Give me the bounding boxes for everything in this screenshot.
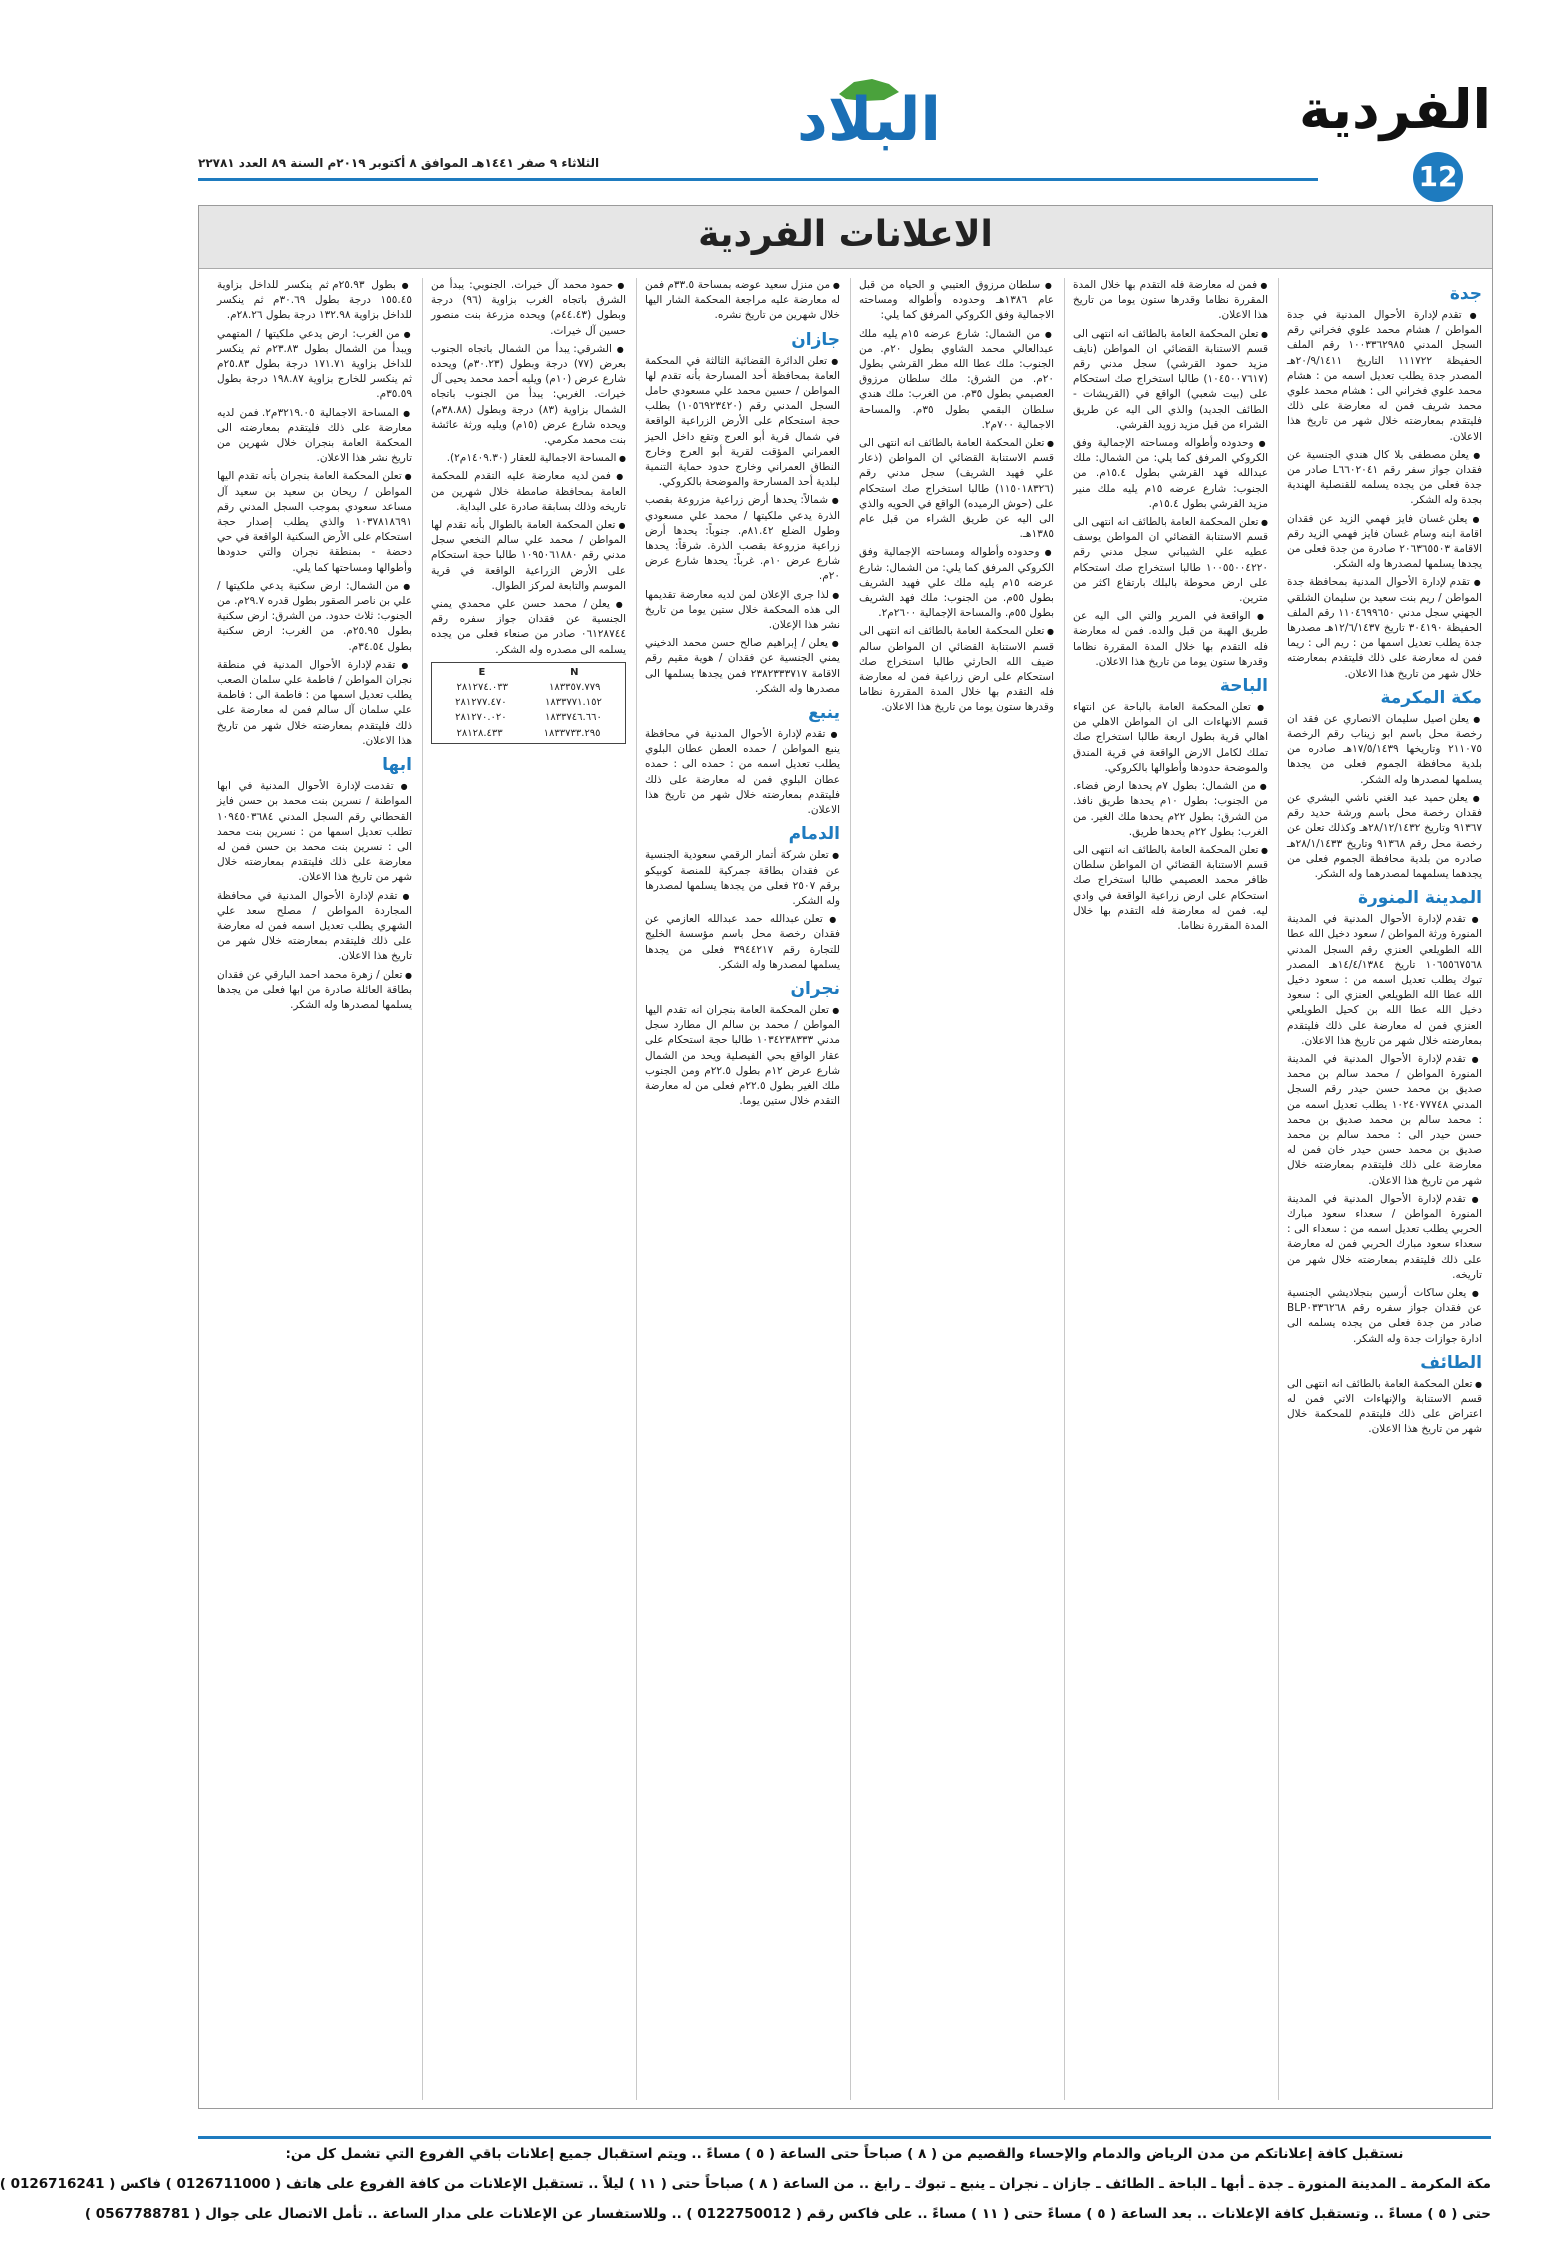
classified-ad: ● شمالاً: يحدها أرض زراعية مزروعة بقصب الذرة يدعي ملكيتها / محمد علي مسعودي وطول الضلع ٨١.٤٢م. جنوباً: يحدها أرض زراعية مزروعة بقصب الذرة. شرقاً: يحدها شارع عرض ١٠م. غرباً: يحدها شارع عرض ٢٠م. xyxy=(645,493,840,584)
logo-text: البلاد xyxy=(797,85,941,155)
coordinates-cell: ١٨٣٣٥٧.٧٧٩ xyxy=(548,682,601,694)
classified-ad: ● تعلن المحكمة العامة بالطائف انه انتهى الى قسم الاستنابة القضائي ان المواطن يوسف عطيه علي الشيباني سجل مدني رقم ١٠٠٥٥٠٠٤٢٢٠ طالبا استخراج صك استحكام على ارض محوطة بالبلك بارتفاع اكثر من مترين. xyxy=(1073,515,1268,606)
classified-ad: ● تعلن المحكمة العامة بالباحة عن انتهاء قسم الانهاءات الى ان المواطن الاهلي من اهالي قرية بطول اربعة طالبا استخراج صك تملك لكامل الارض الواقعة في قرية المندق والموضحة حدودها وأطوالها بالكروكي. xyxy=(1073,700,1268,776)
classified-ad: ● يعلن ساكات أرسين بنجلاديشي الجنسية عن فقدان جواز سفره رقم BLP٠٣٣٦٢٦٨ صادر من جدة فعلى من يجده يسلمه الى ادارة جوازات جدة وله الشكر. xyxy=(1287,1286,1482,1347)
classified-ad: ● المساحة الاجمالية للعقار (١٤٠٩.٣٠م٢). xyxy=(431,451,626,466)
classifieds-title: الاعلانات الفردية xyxy=(698,214,993,255)
classifieds-banner xyxy=(199,206,1492,269)
classified-column xyxy=(1278,278,1482,2100)
masthead xyxy=(134,0,1555,193)
classified-column xyxy=(1064,278,1268,2100)
classified-ad: ● بطول ٢٥.٩٣م ثم ينكسر للداخل بزاوية ١٥٥.٤٥ درجة بطول ٣٠.٦٩م ثم ينكسر للداخل بزاوية ١٣٢.٩٨ درجة بطول ٢٨.٢٦م. xyxy=(217,278,412,324)
coordinates-cell: ٢٨١٢٧٧.٤٧٠ xyxy=(455,697,507,709)
classified-ad: ● من الشمال: بطول ٧م يحدها ارض فضاء. من الجنوب: بطول ١٠م يحدها طريق نافذ. من الشرق: بطول ٢٢م يحدها ملك الغير. من الغرب: بطول ٢٢م يحدها طريق. xyxy=(1073,779,1268,840)
city-heading: الطائف xyxy=(1420,1352,1482,1373)
classified-ad: ● وحدوده وأطواله ومساحته الإجمالية وفق الكروكي المرفق كما يلي: من الشمال: ملك عبدالله فهد القرشي بطول ١٥.٤م. من الجنوب: شارع عرضه ١٥م يليه ملك منير مزيد القرشي بطول ١٥.٤م. xyxy=(1073,436,1268,512)
classified-ad: ● تعلن / زهرة محمد احمد البارقي عن فقدان بطاقة العائلة صادرة من ابها فعلى من يجدها يسلمها لمصدرها وله الشكر. xyxy=(217,968,412,1014)
coordinates-cell: ٢٨١٢٧٤.٠٣٣ xyxy=(456,682,509,694)
city-heading: جدة xyxy=(1449,284,1482,304)
city-heading: نجران xyxy=(790,978,840,999)
city-heading: المدينة المنورة xyxy=(1357,888,1482,909)
coordinates-header xyxy=(436,665,621,680)
classified-ad: ● تقدم لإدارة الأحوال المدنية بمحافظة جدة المواطن / ريم بنت سعيد بن سليمان الشلقي الجهني سجل مدني ١١٠٤٦٩٩٦٥٠ رقم الملف الحفيظة ٣٠٤١٩٠ تاريخ ١٢/٦/١٤٣٧هـ مصدرها جدة يطلب تعديل اسمها من : ريم الى : ريما فمن له معارضة على ذلك فليتقدم بمعارضته خلال شهر من تاريخ هذا الاعلان. xyxy=(1287,575,1482,681)
classified-ad: ● من الشمال: شارع عرضه ١٥م يليه ملك عبدالعالي محمد الشاوي بطول ٢٠م. من الجنوب: ملك عطا الله مطر القرشي بطول ٢٠م. من الشرق: ملك سلطان مرزوق العصيمي بطول ٣٥م. من الغرب: ملك هندي سلطان البقمي بطول ٣٥م. والمساحة الاجمالية ٧٠٠م٢. xyxy=(859,327,1054,433)
classified-ad: ● حمود محمد آل خيرات. الجنوبي: يبدأ من الشرق باتجاه الغرب بزاوية (٩٦) درجة وبطول (٤٤.٤٣م) ويحده مزرعة بنت منصور حسين آل خيرات. xyxy=(431,278,626,339)
classified-ad: ● من منزل سعيد عوضه بمساحة ٣٣.٥م فمن له معارضة عليه مراجعة المحكمة الشار اليها خلال شهرين من تاريخ نشره. xyxy=(645,278,840,324)
classified-ad: ● تعلن المحكمة العامة بنجران بأنه تقدم اليها المواطن / ريحان بن سعيد بن سعيد آل مساعد سعودي بموجب السجل المدني رقم ١٠٣٧٨١٨٦٩١ والذي يطلب إصدار حجة استحكام على الأرض السكنية الواقعة في حي دحضة - بمنطقة نجران والتي حدودها وأطوالها ومساحتها كما يلي. xyxy=(217,469,412,575)
classified-ad: ● يعلن / إبراهيم صالح حسن محمد الدخيني يمني الجنسية عن فقدان / هوية مقيم رقم الاقامة ٢٣٨٢٣٣٣٧١٧ فمن يجدها يسلمها الى مصدرها وله الشكر. xyxy=(645,636,840,697)
footer-contact xyxy=(0,2136,1491,2235)
classified-ad: ● تقدم لإدارة الأحوال المدنية في منطقة نجران المواطن / فاطمة علي سلمان الصعب يطلب تعديل اسمها من : فاطمة الى : فاطمة علي سلمان آل سالم فمن له معارضة على ذلك فليتقدم بمعارضته خلال شهر من تاريخ هذا الاعلان. xyxy=(217,658,412,749)
classified-ad: ● تقدم لإدارة الأحوال المدنية في المدينة المنورة المواطن / سعداء سعود مبارك الحربي يطلب تعديل اسمه من : سعداء الى : سعداء سعود مبارك الحربي فمن له معارضة على ذلك فليتقدم بمعارضته خلال شهر من تاريخه. xyxy=(1287,1192,1482,1283)
classified-ad: ● يعلن مصطفى بلا كال هندي الجنسية عن فقدان جواز سفر رقم L٦٦٠٢٠٤١ صادر من جدة فعلى من يجده يسلمه للقنصلية الهندية بجدة وله الشكر. xyxy=(1287,448,1482,509)
footer-line: حتى ( ٥ ) مساءً .. وتستقبل كافة الإعلانات .. بعد الساعة ( ٥ ) مساءً حتى ( ١١ ) مساءً .. على فاكس رقم ( 0122750012 ) .. وللاستفسار عن الإعلانات على مدار الساعة .. تأمل الاتصال على جوال ( 0567788781 ) xyxy=(84,2206,1491,2222)
classified-ad: ● تقدم لإدارة الأحوال المدنية في المدينة المنورة ورثة المواطن / سعود دخيل الله عطا الله الطويلعي العنزي رقم السجل المدني ١٠٦٥٥٦٧٥٦٨ تاريخ ١٤/٤/١٣٨٤هـ المصدر تبوك يطلب تعديل اسمه من : سعود دخيل الله عطا الله الطويلعي العنزي الى : سعود دخيل الله عطا الله بن كحيل الطويلعي العنزي فمن له معارضة على ذلك فليتقدم بمعارضته خلال شهر من تاريخ هذا الاعلان. xyxy=(1287,912,1482,1049)
classified-ad: ● من الغرب: ارض يدعي ملكيتها / المتهمي ويبدأ من الشمال بطول ٢٣.٨٣م ثم ينكسر للداخل بزاوية ١٧١.٧١ درجة بطول ٢٥.٨٣م ثم ينكسر للخارج بزاوية ١٩٨.٨٧ درجة بطول ٣٥.٥٩م. xyxy=(217,327,412,403)
classified-ad: ● تقدم لإدارة الأحوال المدنية في المدينة المنورة المواطن / محمد سالم بن محمد صديق بن محمد حسن حيدر رقم السجل المدني ١٠٢٤٠٧٧٧٤٨ يطلب تعديل اسمه من : محمد سالم بن محمد صديق بن محمد حسن حيدر الى : محمد سالم بن محمد صديق بن محمد حسن حيدر خان فمن له معارضة على ذلك فليتقدم بمعارضته خلال شهر من تاريخ هذا الاعلان. xyxy=(1287,1052,1482,1189)
classified-ad: ● يعلن / محمد حسن علي محمدي يمني الجنسية عن فقدان جواز سفره رقم ٠٦١٢٨٧٤٤ صادر من صنعاء فعلى من يجده يسلمه الى مصدره وله الشكر. xyxy=(431,597,626,658)
coordinates-table xyxy=(431,662,626,744)
coordinates-cell: ١٨٣٣٧٣٣.٢٩٥ xyxy=(543,727,601,739)
classified-ad: ● تعلن المحكمة العامة بالطوال بأنه تقدم لها المواطن / محمد علي سالم النخعي سجل مدني رقم ١٠٩٥٠٦١٨٨٠ طالبا حجة استحكام على الأرض الزراعية الواقعة في قرية الموسم والتابعة لمركز الطوال. xyxy=(431,518,626,594)
classified-column xyxy=(850,278,1054,2100)
city-heading: مكة المكرمة xyxy=(1380,687,1482,708)
classified-ad: ● فمن له معارضة فله التقدم بها خلال المدة المقررة نظاما وقدرها ستون يوما من تاريخ هذا الاعلان. xyxy=(1073,278,1268,324)
coordinates-cell: ٢٨١٢٧٠.٠٢٠ xyxy=(455,712,507,724)
classifieds-frame xyxy=(198,205,1493,2109)
city-heading: ابها xyxy=(382,755,412,776)
classified-ad: ● من الشمال: ارض سكنية يدعي ملكيتها / علي بن ناصر الصقور بطول قدره ٢٩.٧م. من الجنوب: ثلاث حدود. من الشرق: ارض سكنية بطول ٢٥.٩٥م. من الغرب: ارض سكنية بطول ٣٤.٥٤م. xyxy=(217,579,412,655)
classified-column xyxy=(209,278,412,2100)
classified-ad: ● يعلن غسان فايز فهمي الزيد عن فقدان اقامة ابنه وسام غسان فايز فهمي الزيد رقم الاقامة ٢٠٦٣٦٥٥٠٣ صادرة من جدة فعلى من يجدها يسلمها لمصدرها وله الشكر. xyxy=(1287,512,1482,573)
columns-container xyxy=(209,278,1482,2100)
page-number-badge: 12 xyxy=(1413,152,1463,202)
city-heading: جازان xyxy=(791,329,840,350)
classified-ad: ● يعلن حميد عبد الغني ناشي البشري عن فقدان رخصة محل باسم ورشة حديد رقم ٩١٣٦٧ وتاريخ ٢٨/١٢/١٤٣٢هـ وكذلك تعلن عن رخصة محل رقم ٩١٣٦٨ وتاريخ ٢٨/١/١٤٣٣هـ صادره من بلدية محافظة الجموم فعلى من يجدهما يسلمهما لمصدرهما وله الشكر. xyxy=(1287,791,1482,882)
coordinates-row xyxy=(436,695,621,710)
coordinates-cell: ١٨٣٣٧٧١.١٥٢ xyxy=(544,697,602,709)
city-heading: الباحة xyxy=(1219,676,1268,697)
classified-ad: ● وحدوده وأطواله ومساحته الإجمالية وفق الكروكي المرفق كما يلي: من الشمال: شارع عرضه ١٥م يليه ملك علي فهيد الشريف بطول ٥٥م. من الجنوب: ملك فهد الشريف بطول ٥٥م. والمساحة الإجمالية ٢٦٠٠م٢. xyxy=(859,545,1054,621)
classified-ad: ● تقدم لإدارة الأحوال المدنية في محافظة ينبع المواطن / حمده العطن عطان البلوي يطلب تعديل اسمه من : حمده الى : حمده عطان البلوي فمن له معارضة على ذلك فليتقدم بمعارضته خلال شهر من تاريخ هذا الاعلان. xyxy=(645,727,840,818)
footer-line: نستقبل كافة إعلاناتكم من مدن الرياض والدمام والإحساء والقصيم من ( ٨ ) صباحاً حتى الساعة ( ٥ ) مساءً .. ويتم استقبال جميع إعلانات باقي الفروع التي تشمل كل من: xyxy=(285,2146,1404,2162)
coordinates-cell: ١٨٣٣٧٤٦.٦٦٠ xyxy=(544,712,602,724)
classified-column xyxy=(636,278,840,2100)
classified-ad: ● تعلن عبدالله حمد عبدالله العازمي عن فقدان رخصة محل باسم مؤسسة الخليج للتجارة رقم ٣٩٤٤٢١٧ فعلى من يجدها يسلمها لمصدرها وله الشكر. xyxy=(645,912,840,973)
classified-ad: ● تقدم لإدارة الأحوال المدنية في جدة المواطن / هشام محمد علوي فخراني رقم السجل المدني ١٠٠٣٣٦٢٩٨٥ رقم الملف الحفيظة ١١١٧٢٢ التاريخ ٢٠/٩/١٤١١هـ المصدر جدة يطلب تعديل اسمه من : هشام محمد علوي فخراني الى : هشام محمد علوي محمد شريف فمن له معارضة على ذلك فليتقدم بمعارضته خلال شهر من تاريخ هذا الاعلان. xyxy=(1287,308,1482,445)
classified-ad: ● المساحة الاجمالية ٣٢١٩.٠٥م٢. فمن لديه معارضة على ذلك فليتقدم بمعارضته الى المحكمة العامة بنجران خلال شهرين من تاريخ نشر هذا الاعلان. xyxy=(217,406,412,467)
classified-column xyxy=(422,278,626,2100)
classified-ad: ● تعلن المحكمة العامة بالطائف انه انتهى الى قسم الاستنابة القضائي ان المواطن سالم ضيف الله الحارثي طالبا استخراج صك استحكام على ارض زراعية فمن له معارضة فله التقدم بها خلال المدة المقررة نظاما وقدرها ستون يوما من تاريخ هذا الاعلان. xyxy=(859,624,1054,715)
classified-ad: ● لذا جرى الإعلان لمن لديه معارضة تقديمها الى هذه المحكمة خلال ستين يوما من تاريخ نشر هذا الإعلان. xyxy=(645,588,840,634)
section-title: الفردية xyxy=(1299,78,1491,141)
footer-line: مكة المكرمة ـ المدينة المنورة ـ جدة ـ أبها ـ الباحة ـ الطائف ـ جازان ـ نجران ـ ينبع ـ تبوك ـ رابغ .. من الساعة ( ٨ ) صباحاً حتى ( ١١ ) ليلاً .. تستقبل الإعلانات من كافة الفروع على هاتف ( 0126711000 ) فاكس ( 0126716241 ) xyxy=(0,2176,1491,2192)
classified-ad: ● تعلن شركة أتمار الرقمي سعودية الجنسية عن فقدان بطاقة جمركية للمنصة كوبيكو برقم ٢٥٠٧ فعلى من يجدها يسلمها لمصدرها وله الشكر. xyxy=(645,848,840,909)
classified-ad: ● الواقعة في المرير والتي الى اليه عن طريق الهبة من قبل والده. فمن له معارضة فله التقدم بها خلال المدة المقررة نظاما وقدرها ستون يوما من تاريخ هذا الاعلان. xyxy=(1073,609,1268,670)
newspaper-logo xyxy=(794,80,944,160)
classified-ad: ● الشرقي: يبدأ من الشمال باتجاه الجنوب بعرض (٧٧) درجة وبطول (٣٠.٢٣م) ويحده شارع عرض (١٠م) ويليه أحمد محمد يحيى آل خيرات. الغربي: يبدأ من الجنوب باتجاه الشمال بزاوية (٨٣) درجة وبطول (٣٨.٨٨م) ويحده شارع عرض (١٥م) ويليه ورثة عائشة بنت محمد مكرمي. xyxy=(431,342,626,448)
coordinates-header-cell: E xyxy=(478,666,486,678)
classified-ad: ● تعلن المحكمة العامة بالطائف انه انتهى الى قسم الاستنابة القضائي ان المواطن (ذعار علي فهيد الشريف) سجل مدني رقم (١١٥٠١٨٣٢٦) طالبا استخراج صك استحكام على (حوش الرميده) الواقع في الحويه والذي الى اليه عن طريق الشراء من قبل عام ١٣٨٥هـ. xyxy=(859,436,1054,542)
classified-ad: ● يعلن اصيل سليمان الانصاري عن فقد ان رخصة محل باسم ابو زيناب رقم الرخصة ٢١١٠٧٥ وتاريخها ١٧/٥/١٤٣٩هـ صادره من بلدية محافظة الجموم فعلى من يجدها يسلمها لمصدرها وله الشكر. xyxy=(1287,712,1482,788)
coordinates-row xyxy=(436,726,621,741)
classified-ad: ● تعلن الدائرة القضائية الثالثة في المحكمة العامة بمحافظة أحد المسارحة بأنه تقدم لها المواطن / حسين محمد علي مسعودي حامل السجل المدني رقم (١٠٥٦٩٢٣٤٢٠) بطلب حجة استحكام على الأرض الزراعية الواقعة في شمال قرية أبو العرج وتقع داخل الحيز العمراني المؤقت لقرية أبو العرج وخارج النطاق العمراني وخارج حدود حماية التنمية لبلدية أحد المسارحة والموضحة بالكروكي. xyxy=(645,354,840,491)
coordinates-row xyxy=(436,680,621,695)
dateline-row xyxy=(198,156,1318,180)
coordinates-row xyxy=(436,710,621,725)
classified-ad: ● فمن لديه معارضة عليه التقدم للمحكمة العامة بمحافظة صامطة خلال شهرين من تاريخه وذلك بسابقة صادرة على البداية. xyxy=(431,469,626,515)
dateline: الثلاثاء ٩ صفر ١٤٤١هـ الموافق ٨ أكتوبر ٢٠١٩م السنة ٨٩ العدد ٢٢٧٨١ xyxy=(198,156,600,170)
city-heading: الدمام xyxy=(788,824,840,845)
classified-ad: ● تقدمت لإدارة الأحوال المدنية في ابها المواطنة / نسرين بنت محمد بن حسن فايز القحطاني رقم السجل المدني ١٠٩٤٥٠٣٦٨٤ تطلب تعديل اسمها من : نسرين بنت محمد الى : نسرين بنت محمد بن حسن فمن له معارضة على ذلك فليتقدم بمعارضته خلال شهر من تاريخ هذا الاعلان. xyxy=(217,779,412,885)
classified-ad: ● تعلن المحكمة العامة بنجران انه تقدم اليها المواطن / محمد بن سالم ال مطارد سجل مدني ١٠٣٤٢٣٨٣٣٣ طالبا حجة استحكام على عقار الواقع بحي الفيصلية ويحد من الشمال شارع عرض ١٢م بطول ٢٢.٥م ومن الجنوب ملك الغير بطول ٢٢.٥م فعلى من له معارضة التقدم خلال ستين يوما. xyxy=(645,1003,840,1109)
header-rule xyxy=(198,178,1318,181)
classified-ad: ● سلطان مرزوق العتيبي و الحياه من قبل عام ١٣٨٦هـ وحدوده وأطواله ومساحته الاجمالية وفق الكروكي المرفق كما يلي: xyxy=(859,278,1054,324)
coordinates-header-cell: N xyxy=(570,666,579,678)
classified-ad: ● تقدم لإدارة الأحوال المدنية في محافظة المجاردة المواطن / مصلح سعد علي الشهري يطلب تعديل اسمه فمن له معارضة على ذلك فليتقدم بمعارضته خلال شهر من تاريخ هذا الاعلان. xyxy=(217,889,412,965)
classified-ad: ● تعلن المحكمة العامة بالطائف انه انتهى الى قسم الاستنابة والإنهاءات الاتي فمن له اعتراض على ذلك فليتقدم للمحكمة خلال شهر من تاريخ هذا الاعلان. xyxy=(1287,1377,1482,1438)
coordinates-cell: ٢٨١٢٨.٤٣٣ xyxy=(456,727,503,739)
city-heading: ينبع xyxy=(808,703,840,724)
classified-ad: ● تعلن المحكمة العامة بالطائف انه انتهى الى قسم الاستنابة القضائي ان المواطن سلطان ظافر محمد العصيمي طالبا استخراج صك استحكام على ارض زراعية الواقعة في وادي ليه. فمن له معارضة فله التقدم بها خلال المدة المقررة نظاما. xyxy=(1073,843,1268,934)
classified-ad: ● تعلن المحكمة العامة بالطائف انه انتهى الى قسم الاستنابة القضائي ان المواطن (نايف مزيد حمود القرشي) سجل مدني رقم (١٠٤٥٠٠٧٦١٧) طالبا استخراج صك استحكام على (بيت شعبي) الواقع في (القريشات - الطائف الجديد) والذي الى اليه عن طريق الشراء من قبل مزيد زويد القرشي. xyxy=(1073,327,1268,433)
